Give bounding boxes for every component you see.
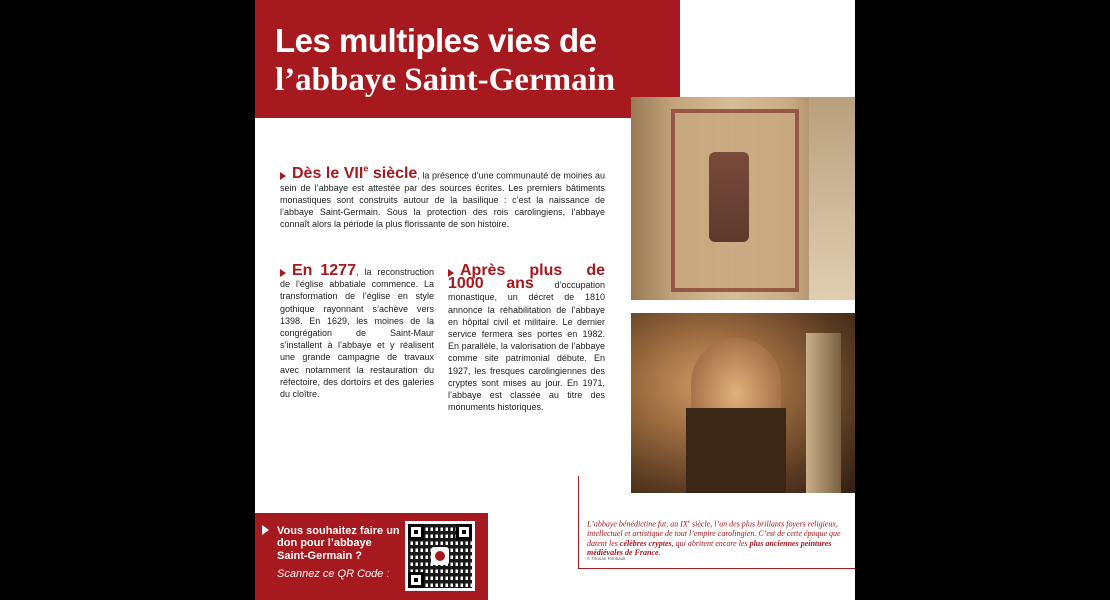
qr-code[interactable] <box>405 521 475 591</box>
arrow-bullet-icon <box>262 525 269 535</box>
crypt-photo <box>631 313 855 493</box>
fresco-photo <box>631 97 855 300</box>
section-text: d’occupation monastique, un décret de 1810 annonce la réhabilitation de l’abbaye en hôpital civil et militaire. Le dernier service fermera ses portes en 1982. En parallèle, la valorisation de l’abbaye comme site patrimonial débute. En 1927, les fresques carolingiennes des cryptes sont mises au jour. En 1971, l’abbaye est classée au titre des monuments historiques. <box>448 280 605 413</box>
photo-caption: L’abbaye bénédictine fut, au IXe siècle, l’un des plus brillants foyers religieux, intellectuel et artistique de tout l’empire carolingien. C’est de cette époque que datent les célèbres cryptes, qui abritent encore les plus anciennes peintures médiévales de France. <box>587 519 841 558</box>
section-1277 <box>280 262 434 400</box>
page-title-line1: Les multiples vies de <box>275 22 597 59</box>
arrow-bullet-icon <box>280 172 286 180</box>
section-text: , la reconstruction de l’église abbatiale commence. La transformation de l’église en style gothique rayonnant s’achève vers 1398. En 1629, les moines de la congrégation de Saint-Maur s’installent à l’abbaye et y réalisent une grande campagne de travaux avec notamment la restauration du réfectoire, des dortoirs et des galeries du cloître. <box>280 267 434 400</box>
caption-box <box>578 476 855 600</box>
section-heading: Après plus de 1000 ans <box>448 262 605 293</box>
section-1000-years <box>448 262 605 413</box>
section-7th-century <box>280 163 605 230</box>
caption-divider <box>578 476 579 569</box>
section-heading: Dès le VIIe siècle <box>292 164 418 183</box>
arrow-bullet-icon <box>280 269 286 277</box>
donation-box <box>255 513 488 600</box>
page-title-line2: l’abbaye Saint-Germain <box>275 62 616 98</box>
section-heading: En 1277 <box>292 262 356 279</box>
photo-credit: © Titouan Rimbault <box>587 556 626 561</box>
info-panel <box>255 0 855 600</box>
caption-divider <box>578 568 855 569</box>
donation-text: Vous souhaitez faire un don pour l’abbaye Saint-Germain ? <box>277 525 400 562</box>
title-band <box>255 0 680 118</box>
section-text: , la présence d’une communauté de moines au sein de l’abbaye est attestée par des sources écrites. Les premiers bâtiments monastiques sont construits autour de la basilique : c’est la naissance de l’abbaye Saint-Germain. Sous la protection des rois carolingiens, l’abbaye connaît alors la période la plus florissante de son histoire. <box>280 170 605 230</box>
qr-logo-icon <box>431 547 449 565</box>
donation-scan-text: Scannez ce QR Code : <box>277 568 390 580</box>
